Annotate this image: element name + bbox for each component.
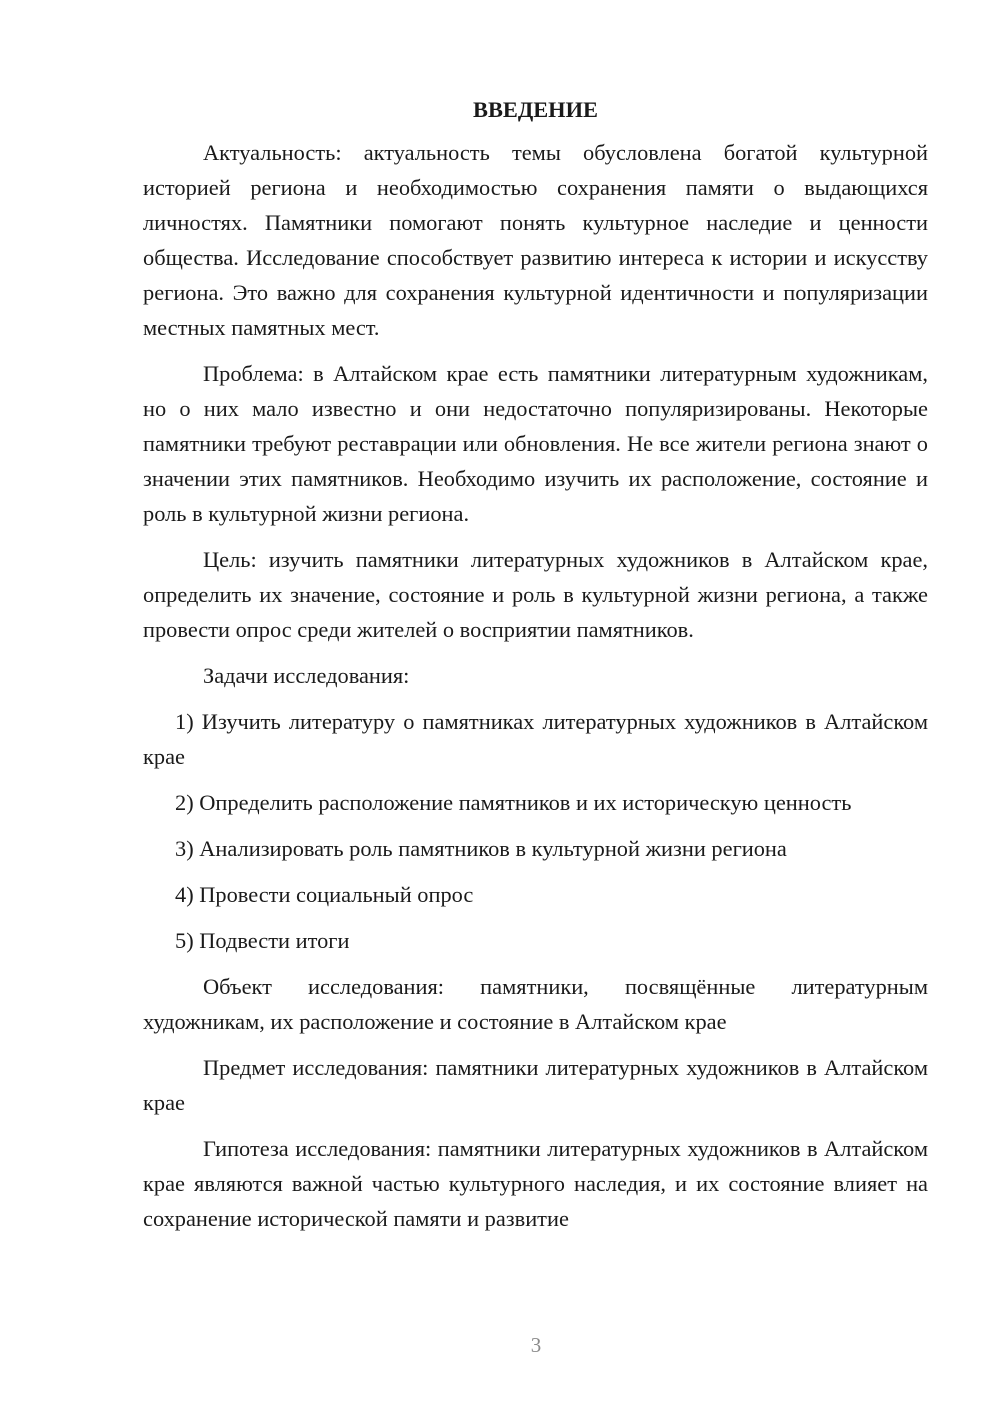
document-page [143, 95, 928, 1247]
tasks-heading: Задачи исследования: [203, 663, 410, 688]
task-item-2: 2) Определить расположение памятников и их историческую ценность [175, 790, 852, 815]
task-item-3: 3) Анализировать роль памятников в культурной жизни региона [175, 836, 787, 861]
hypothesis-paragraph: Гипотеза исследования: памятники литературных художников в Алтайском крае являются важной частью культурного наследия, и их состояние влияет на сохранение исторической памяти и развитие [143, 1136, 928, 1231]
task-item-5: 5) Подвести итоги [175, 928, 350, 953]
goal-paragraph: Цель: изучить памятники литературных художников в Алтайском крае, определить их значение, состояние и роль в культурной жизни региона, а также провести опрос среди жителей о восприятии памятников. [143, 547, 928, 642]
object-paragraph: Объект исследования: памятники, посвящённые литературным художникам, их расположение и состояние в Алтайском крае [143, 974, 928, 1034]
task-item-4: 4) Провести социальный опрос [175, 882, 474, 907]
subject-paragraph: Предмет исследования: памятники литературных художников в Алтайском крае [143, 1055, 928, 1115]
document-title: ВВЕДЕНИЕ [473, 97, 598, 122]
page-number: 3 [530, 1333, 542, 1357]
relevance-paragraph: Актуальность: актуальность темы обусловлена богатой культурной историей региона и необходимостью сохранения памяти о выдающихся личностях. Памятники помогают понять культурное наследие и ценности общества. Исследование способствует развитию интереса к истории и искусству региона. Это важно для сохранения культурной идентичности и популяризации местных памятных мест. [143, 140, 928, 340]
problem-paragraph: Проблема: в Алтайском крае есть памятники литературным художникам, но о них мало известно и они недостаточно популяризированы. Некоторые памятники требуют реставрации или обновления. Не все жители региона знают о значении этих памятников. Необходимо изучить их расположение, состояние и роль в культурной жизни региона. [143, 361, 928, 526]
task-item-1: 1) Изучить литературу о памятниках литературных художников в Алтайском крае [143, 709, 928, 769]
